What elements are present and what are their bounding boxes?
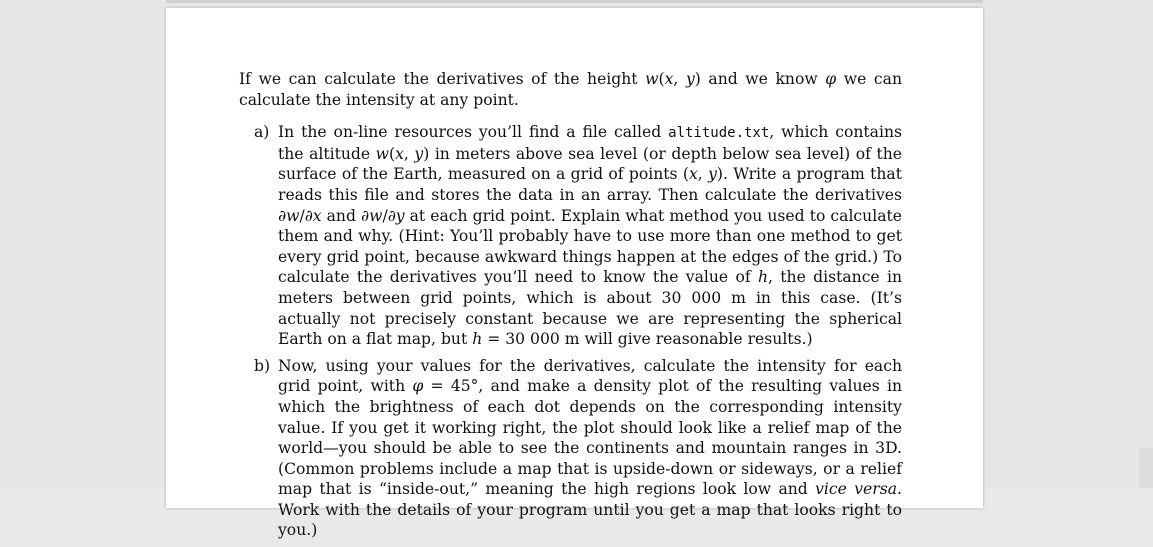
- text-run: ,: [673, 70, 686, 88]
- text-run: at each grid point. Explain what method you used to calculate them and why. (Hint: You’ll probably have to use more than one method to get every grid point, because awkward things happen at the edges of the grid.) To calculate the derivatives you’ll need to know the value of: [278, 206, 902, 287]
- text-run: /∂: [299, 206, 313, 225]
- item-body: [278, 122, 902, 350]
- text-run: . Work with the details of your program until you get a map that looks right to you.): [278, 480, 902, 540]
- text-run: = 30 000 m will give reasonable results.): [482, 330, 813, 349]
- text-run: In the on-line resources you’ll find a file called: [278, 123, 669, 142]
- emphasis: vice versa: [815, 480, 898, 499]
- math-var: φ: [825, 70, 837, 88]
- text-run: ) in meters above sea level (or depth below sea level) of the surface of the Earth, measured on a grid of points (: [278, 144, 902, 184]
- text-run: ). Write a program that reads this file and stores the data in an array. Then calculate the derivatives ∂: [278, 165, 902, 225]
- math-var: y: [414, 144, 424, 163]
- text-run: ,: [697, 165, 709, 184]
- text-run: Now, using your values for the derivatives, calculate the intensity for each grid point, with: [278, 356, 902, 396]
- math-var: h: [757, 268, 768, 287]
- math-var: y: [395, 206, 405, 225]
- math-var: w: [375, 144, 390, 163]
- page-content: [239, 69, 902, 547]
- math-var: x: [688, 165, 698, 184]
- math-var: h: [472, 330, 483, 349]
- item-label: b): [254, 356, 271, 375]
- text-run: (: [389, 144, 396, 163]
- text-run: we can calculate the intensity at any point.: [239, 70, 902, 109]
- math-var: w: [286, 206, 300, 225]
- document-page: [166, 8, 983, 540]
- math-var: y: [708, 165, 717, 184]
- text-run: = 45°, and make a density plot of the resulting values in which the brightness of each dot depends on the corresponding intensity value. If you get it working right, the plot should look like a relief map of the world—you should be able to see the continents and mountain ranges in 3D. (Common problems include a map that is upside-down or sideways, or a relief map that is “inside-out,” meaning the high regions look low and: [278, 377, 902, 499]
- text-run: , the distance in meters between grid points, which is about 30 000 m in this case. (It’s actually not precisely constant because we are representing the spherical Earth on a flat map, but: [278, 268, 902, 349]
- math-var: w: [645, 70, 659, 88]
- item-label: a): [254, 123, 270, 142]
- math-var: x: [664, 70, 674, 88]
- list-item: [239, 356, 902, 541]
- intro-paragraph: [239, 69, 902, 110]
- text-run: and ∂: [321, 206, 370, 225]
- text-run: (: [658, 70, 665, 88]
- math-var: φ: [412, 377, 424, 396]
- text-run: If we can calculate the derivatives of the height: [239, 70, 646, 88]
- math-var: x: [395, 144, 404, 163]
- list-item: [239, 122, 902, 350]
- text-run: /∂: [382, 206, 396, 225]
- scrollbar-corner: [1139, 448, 1153, 488]
- math-var: w: [369, 206, 383, 225]
- previous-page-edge: [166, 0, 983, 3]
- text-run: , which contains the altitude: [278, 123, 902, 163]
- filename: altitude.txt: [668, 125, 770, 142]
- text-run: ,: [403, 144, 415, 163]
- item-body: [278, 356, 902, 541]
- text-run: ) and we know: [694, 70, 826, 88]
- math-var: y: [685, 70, 695, 88]
- math-var: x: [312, 206, 322, 225]
